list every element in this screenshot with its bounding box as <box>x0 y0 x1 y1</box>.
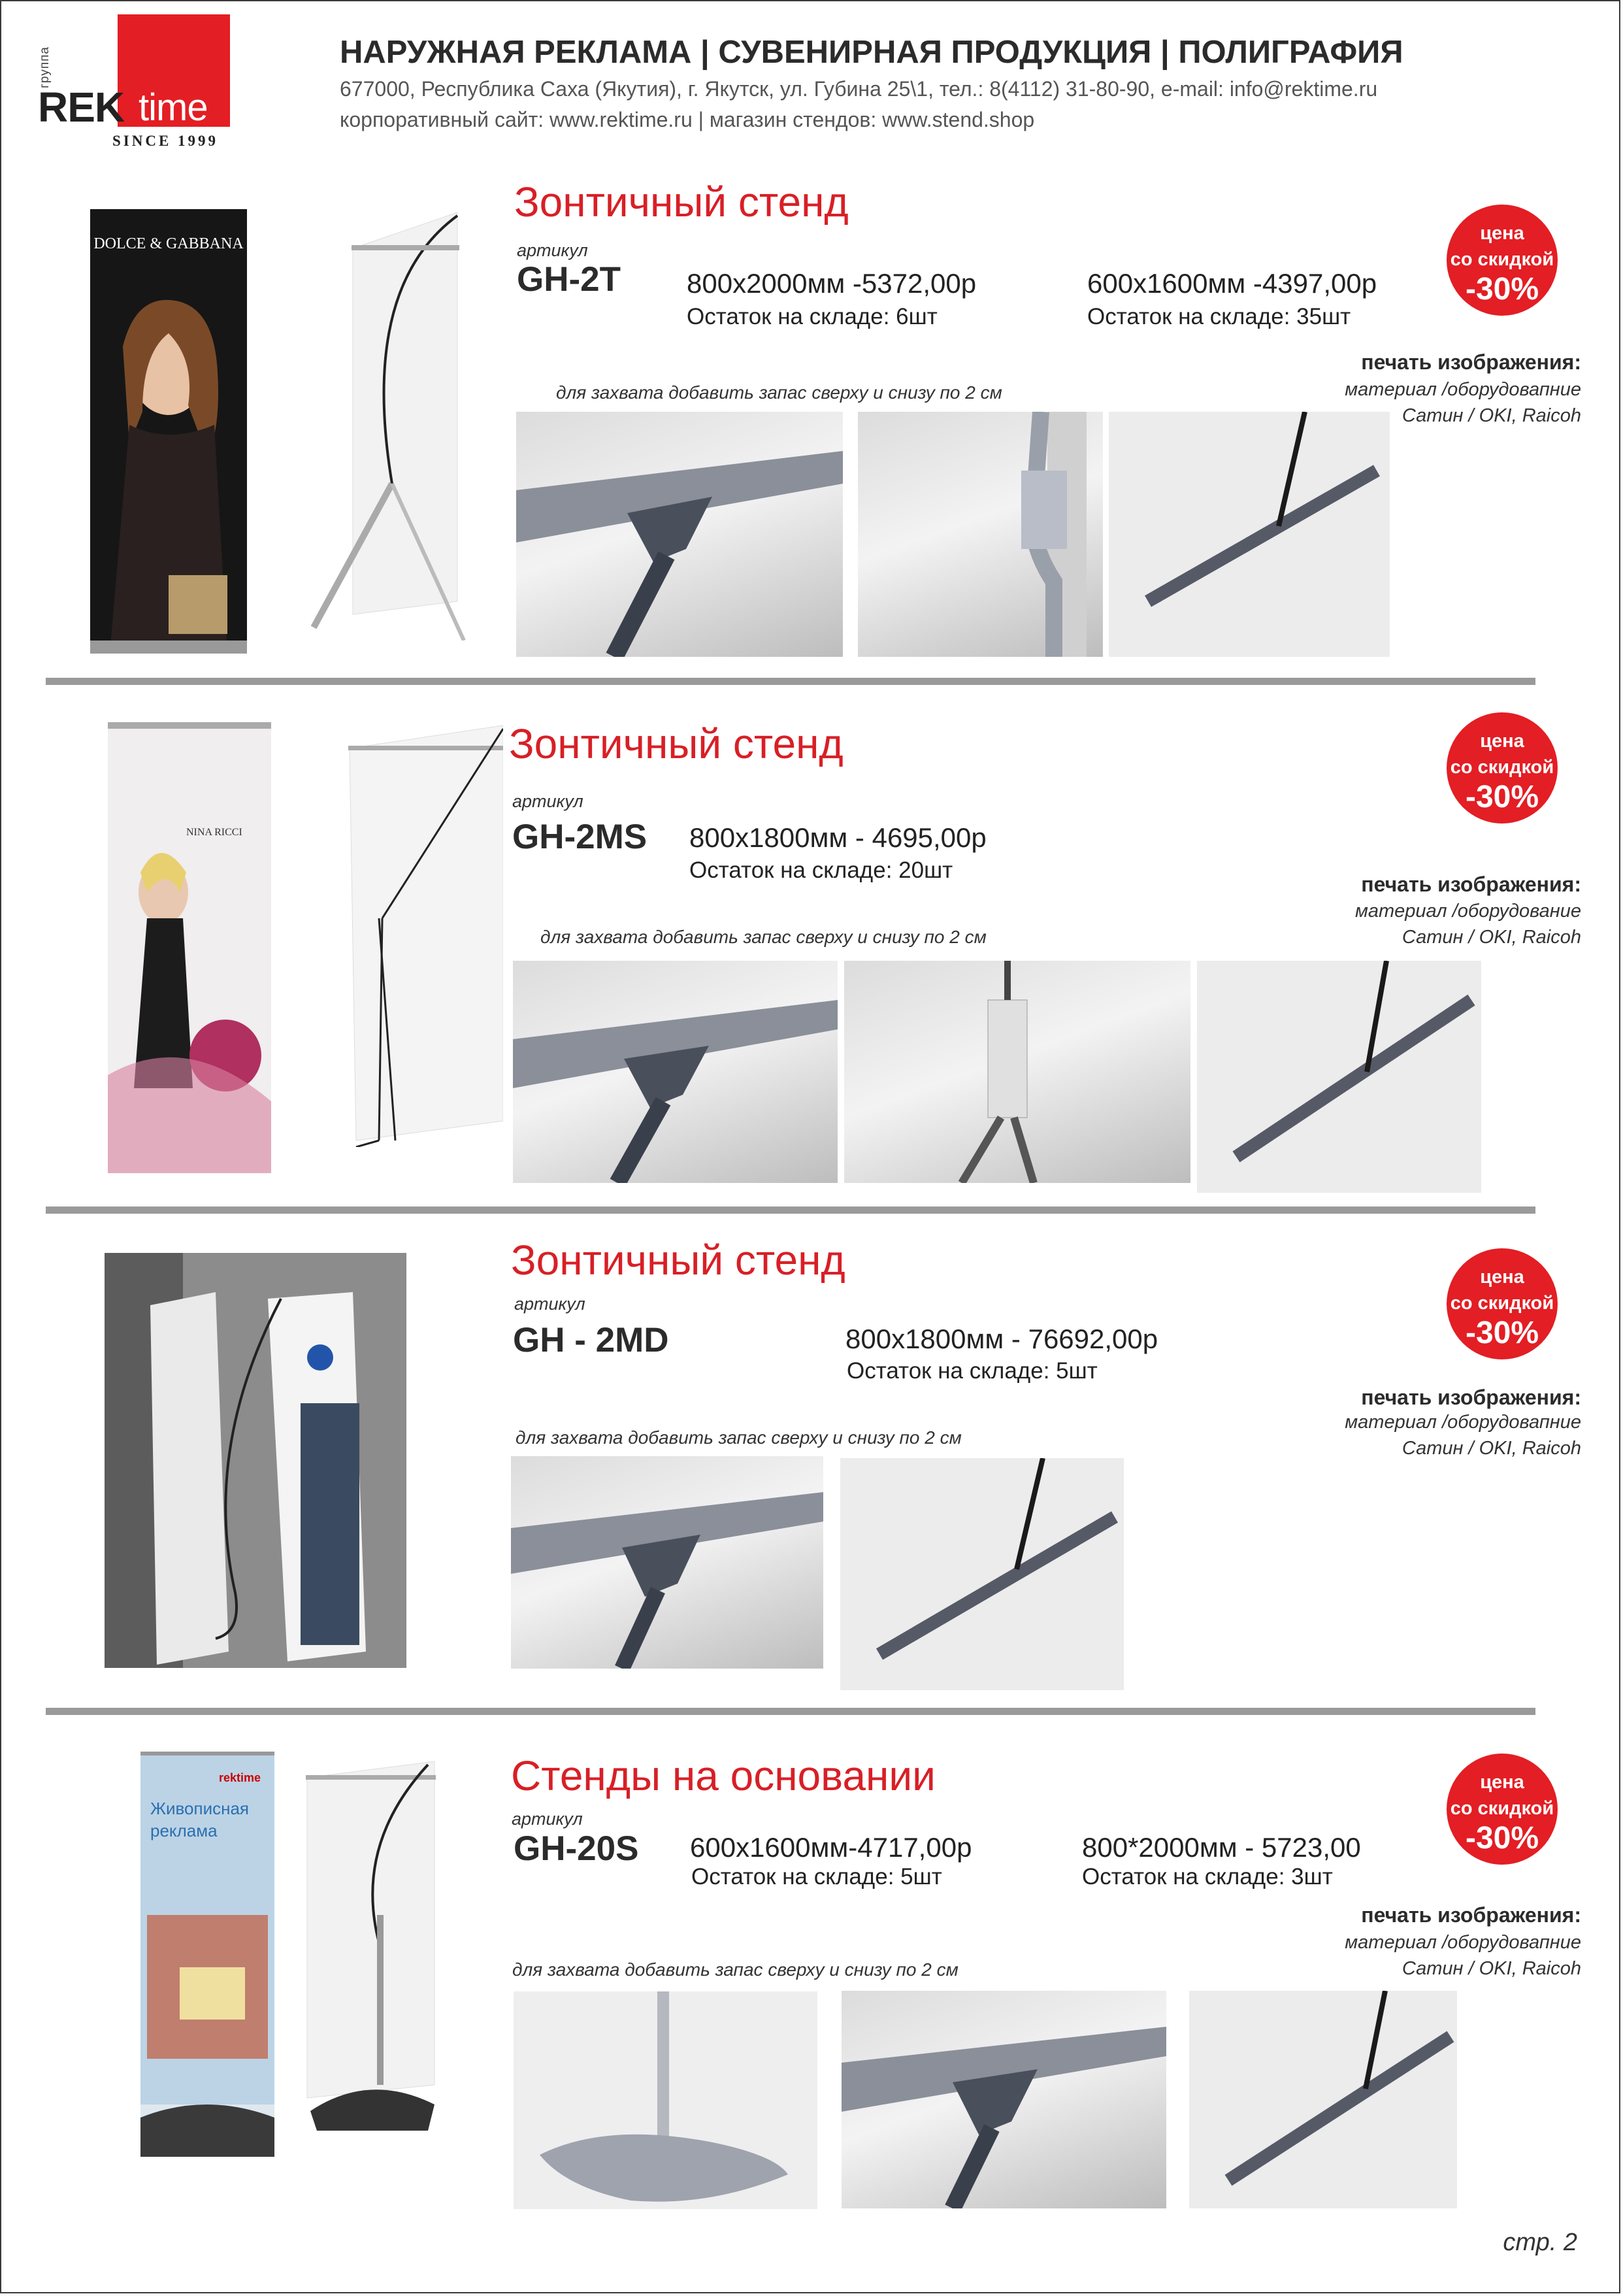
badge-line-2: со скидкой <box>1450 757 1554 778</box>
print-equipment: Сатин / OKI, Raicoh <box>1402 1958 1581 1979</box>
variant-stock-1: Остаток на складе: 5шт <box>691 1864 942 1889</box>
connector-illustration <box>842 1991 1166 2208</box>
banner-nina-ricci-illustration <box>108 722 271 1173</box>
discount-badge <box>1447 205 1558 316</box>
product-title: Зонтичный стенд <box>514 178 849 225</box>
page-number: стр. 2 <box>1503 2229 1577 2256</box>
badge-line-2: со скидкой <box>1450 1798 1554 1819</box>
variant-price-1: 800x2000мм -5372,00р <box>687 268 977 299</box>
stand-frame-illustration <box>301 209 470 641</box>
print-equipment: Сатин / OKI, Raicoh <box>1402 405 1581 426</box>
banner-brand-text: DOLCE & GABBANA <box>93 235 244 252</box>
banner-photo-gh-20s <box>140 1752 274 2157</box>
stand-frame-illustration <box>343 722 503 1147</box>
bottom-bar-illustration <box>1197 961 1481 1193</box>
badge-line-1: цена <box>1480 1772 1524 1793</box>
article-code: GH-20S <box>514 1829 639 1868</box>
variant-price-1: 800x1800мм - 4695,00р <box>689 822 987 853</box>
detail-photo-bottom-bar <box>1109 412 1390 657</box>
stand-frame-photo-gh-2ms <box>343 722 503 1147</box>
banner-logo-text: rektime <box>219 1771 261 1784</box>
stand-frame-photo-gh-20s <box>297 1758 438 2131</box>
detail-photo-bottom-bar <box>840 1458 1124 1690</box>
connector-illustration <box>516 412 843 657</box>
badge-line-1: цена <box>1480 223 1524 244</box>
article-code: GH-2MS <box>512 818 648 856</box>
print-material: материал /оборудовапние <box>1345 1932 1581 1953</box>
detail-photo-connector <box>513 961 838 1183</box>
logo-group-label: группа <box>38 46 52 88</box>
article-code: GH - 2MD <box>513 1321 669 1359</box>
product-title: Стенды на основании <box>511 1752 936 1799</box>
variant-price-1: 800x1800мм - 76692,00р <box>845 1323 1158 1354</box>
print-material: материал /оборудование <box>1354 901 1581 922</box>
banner-photo-gh-2ms <box>108 722 271 1173</box>
header-address: 677000, Республика Саха (Якутия), г. Якутск, ул. Губина 25\1, тел.: 8(4112) 31-80-90, e-mail: info@rektime.ru <box>340 77 1378 101</box>
badge-percent: -30% <box>1465 1316 1539 1350</box>
detail-photo-bottom-bar <box>1197 961 1481 1193</box>
grip-note: для захвата добавить запас сверху и снизу по 2 см <box>516 1427 962 1448</box>
detail-photo-pole <box>858 412 1103 657</box>
detail-photo-connector <box>516 412 843 657</box>
variant-stock-1: Остаток на складе: 5шт <box>847 1358 1098 1384</box>
print-equipment: Сатин / OKI, Raicoh <box>1402 927 1581 948</box>
article-code: GH-2T <box>517 260 621 299</box>
banner-photo-gh-2t <box>90 209 247 654</box>
grip-note: для захвата добавить запас сверху и снизу по 2 см <box>540 927 987 947</box>
print-header: печать изображения: <box>1361 873 1581 896</box>
bottom-bar-illustration <box>1109 412 1390 657</box>
logo-since: SINCE 1999 <box>112 133 219 149</box>
section-divider-3 <box>46 1708 1535 1715</box>
discount-badge <box>1447 1754 1558 1865</box>
variant-stock-2: Остаток на складе: 35шт <box>1087 304 1351 329</box>
stand-showroom-photo-gh-2md <box>105 1253 406 1668</box>
section-divider-1 <box>46 678 1535 685</box>
variant-stock-1: Остаток на складе: 6шт <box>687 304 938 329</box>
banner-brand-text: NINA RICCI <box>186 827 242 838</box>
bottom-bar-illustration <box>840 1458 1124 1690</box>
variant-price-2: 600x1600мм -4397,00р <box>1087 268 1377 299</box>
article-label: артикул <box>517 241 588 260</box>
badge-line-2: со скидкой <box>1450 1293 1554 1314</box>
base-illustration <box>514 1991 817 2209</box>
variant-stock-1: Остаток на складе: 20шт <box>689 857 953 883</box>
article-label: артикул <box>512 1809 583 1829</box>
variant-price-1: 600x1600мм-4717,00р <box>690 1832 972 1863</box>
stand-frame-illustration <box>297 1758 438 2131</box>
print-material: материал /оборудовапние <box>1345 1412 1581 1433</box>
grip-note: для захвата добавить запас сверху и снизу по 2 см <box>556 382 1002 403</box>
article-label: артикул <box>512 791 583 811</box>
logo-rek: REK <box>38 84 125 131</box>
grip-note: для захвата добавить запас сверху и снизу по 2 см <box>512 1959 959 1980</box>
connector-illustration <box>511 1456 823 1669</box>
variant-price-2: 800*2000мм - 5723,00 <box>1082 1832 1361 1863</box>
print-equipment: Сатин / OKI, Raicoh <box>1402 1438 1581 1459</box>
detail-photo-connector <box>511 1456 823 1669</box>
badge-percent: -30% <box>1465 272 1539 307</box>
logo-time: time <box>139 86 208 129</box>
detail-photo-pole <box>844 961 1190 1183</box>
stand-frame-photo-gh-2t <box>301 209 470 641</box>
banner-headline: Живописная реклама <box>150 1799 250 1840</box>
connector-illustration <box>513 961 838 1183</box>
detail-photo-bottom-bar <box>1189 1991 1457 2208</box>
badge-line-2: со скидкой <box>1450 249 1554 270</box>
badge-line-1: цена <box>1480 1267 1524 1288</box>
pole-illustration <box>844 961 1190 1183</box>
print-material: материал /оборудовапние <box>1345 379 1581 400</box>
bottom-bar-illustration <box>1189 1991 1457 2208</box>
discount-badge <box>1447 712 1558 824</box>
print-header: печать изображения: <box>1361 1903 1581 1927</box>
badge-percent: -30% <box>1465 780 1539 814</box>
variant-stock-2: Остаток на складе: 3шт <box>1082 1864 1333 1889</box>
product-title: Зонтичный стенд <box>511 1237 845 1284</box>
detail-photo-connector <box>842 1991 1166 2208</box>
showroom-illustration <box>105 1253 406 1668</box>
header-title: НАРУЖНАЯ РЕКЛАМА | СУВЕНИРНАЯ ПРОДУКЦИЯ | ПОЛИГРАФИЯ <box>340 35 1403 70</box>
pole-illustration <box>858 412 1103 657</box>
print-header: печать изображения: <box>1361 1386 1581 1409</box>
badge-line-1: цена <box>1480 731 1524 752</box>
print-header: печать изображения: <box>1361 350 1581 374</box>
banner-woman-illustration <box>90 209 247 654</box>
header-sites: корпоративный сайт: www.rektime.ru | магазин стендов: www.stend.shop <box>340 108 1035 131</box>
discount-badge <box>1447 1248 1558 1359</box>
badge-percent: -30% <box>1465 1821 1539 1855</box>
section-divider-2 <box>46 1206 1535 1214</box>
detail-photo-base <box>514 1991 817 2209</box>
article-label: артикул <box>514 1294 585 1314</box>
product-title: Зонтичный стенд <box>509 720 844 767</box>
